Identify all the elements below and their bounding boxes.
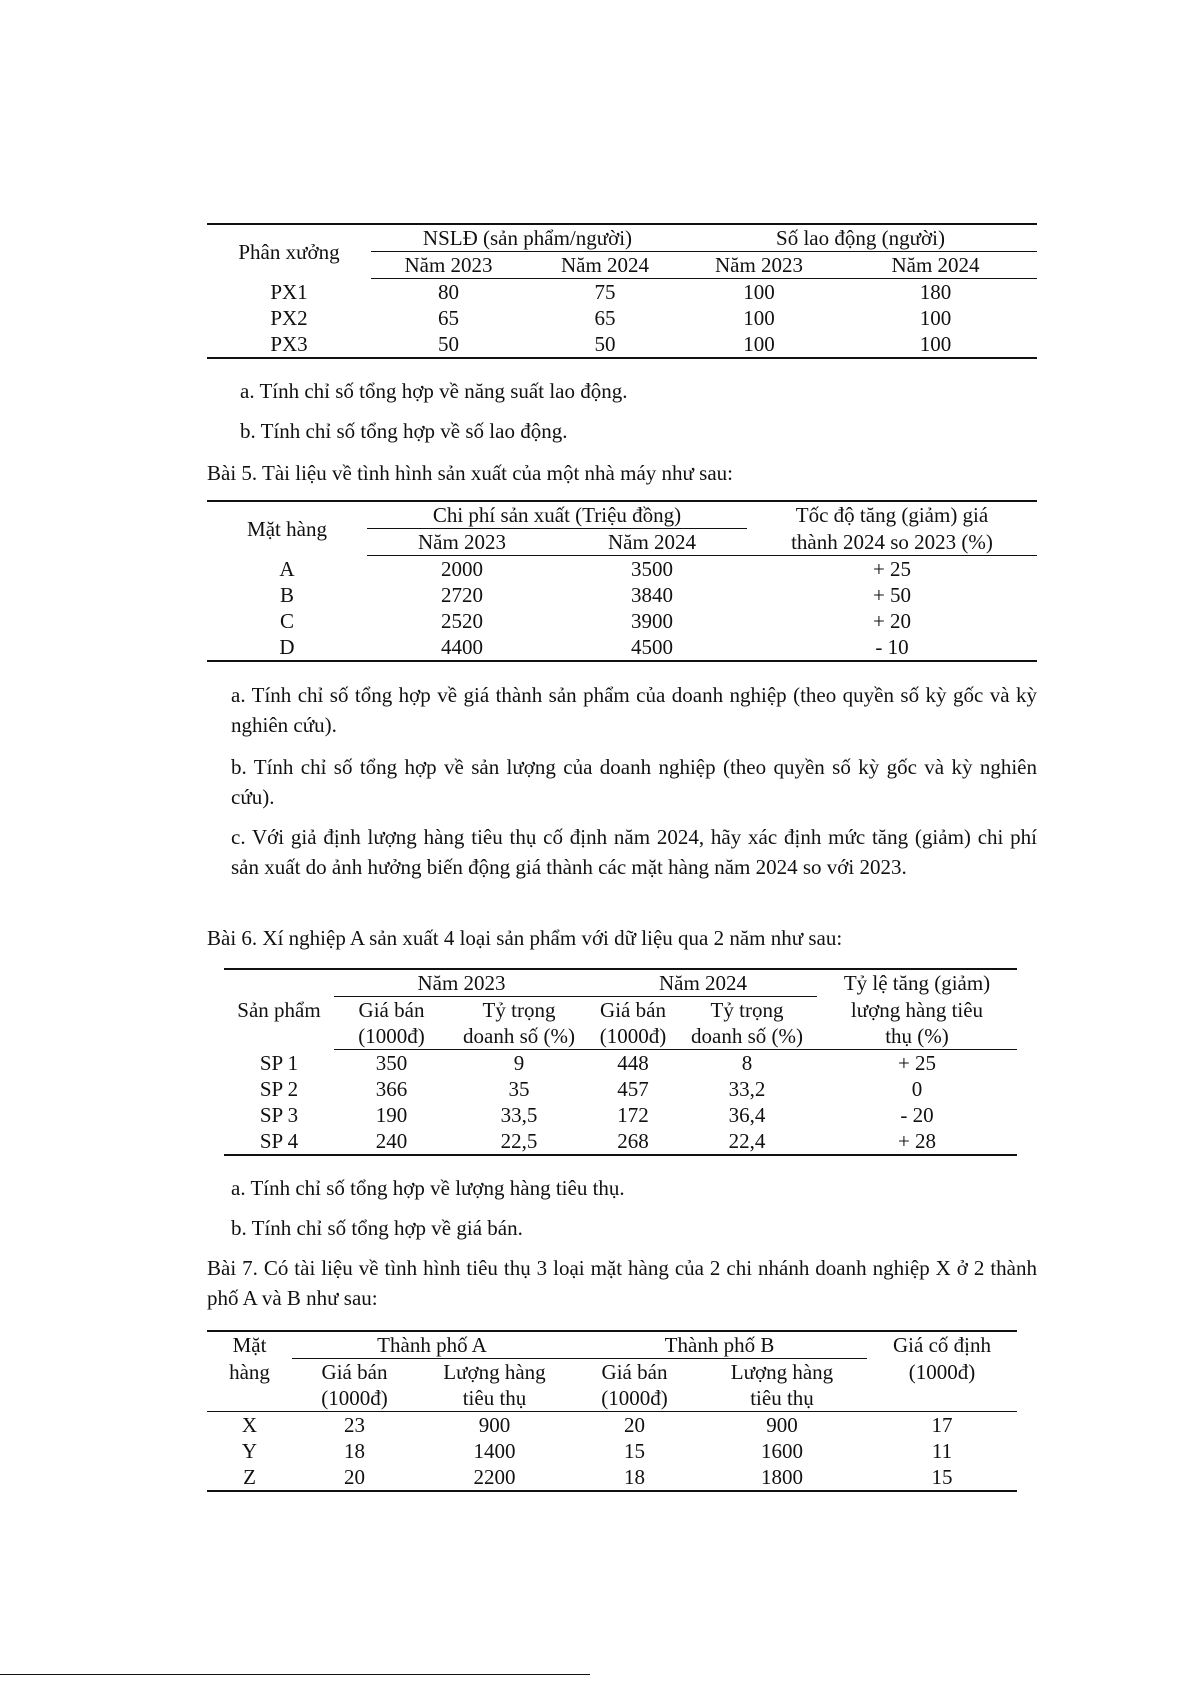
cell: 36,4 xyxy=(728,1103,766,1127)
city-b-header: Thành phố B xyxy=(572,1331,867,1359)
rate-header-line2: thành 2024 so 2023 (%) xyxy=(747,529,1037,556)
cell: 35 xyxy=(508,1077,530,1101)
cell: 8 xyxy=(741,1051,753,1075)
cell: 3840 xyxy=(631,583,673,607)
year-header: Năm 2023 xyxy=(367,529,557,556)
qty-header: Lượng hàng xyxy=(443,1360,546,1384)
group-header-cost: Chi phí sản xuất (Triệu đồng) xyxy=(367,501,747,529)
blank-cell xyxy=(207,1385,292,1412)
cell: - 20 xyxy=(900,1103,934,1127)
cell: - 10 xyxy=(747,634,1037,661)
row-header: Phân xưởng xyxy=(207,224,371,279)
cell: + 50 xyxy=(872,583,912,607)
price-unit: (1000đ) xyxy=(572,1385,697,1412)
cell: 350 xyxy=(375,1051,408,1075)
cell: 457 xyxy=(617,1077,649,1101)
cell: 22,5 xyxy=(449,1128,589,1155)
cell: SP 2 xyxy=(259,1077,299,1101)
bai5-question-c: c. Với giả định lượng hàng tiêu thụ cố định năm 2024, hãy xác định mức tăng (giảm) chi phí sản xuất do ảnh hưởng biến động giá thành các mặt hàng năm 2024 so với 2023. xyxy=(231,825,1037,879)
bai6-question-b: b. Tính chỉ số tổng hợp về giá bán. xyxy=(231,1216,523,1240)
table-row xyxy=(207,556,1037,583)
cell: B xyxy=(279,583,294,607)
qty-unit: tiêu thụ xyxy=(417,1385,572,1412)
cell: 2720 xyxy=(441,583,483,607)
footer-divider xyxy=(0,1674,590,1675)
rate-header-line1: Tốc độ tăng (giảm) giá xyxy=(747,501,1037,529)
cell: 18 xyxy=(572,1464,697,1491)
table-row xyxy=(224,1076,1017,1102)
rate-header-l1: Tỷ lệ tăng (giảm) xyxy=(817,969,1017,997)
table-row xyxy=(224,1128,1017,1155)
cell: 366 xyxy=(375,1077,408,1101)
cell: 75 xyxy=(594,280,616,304)
cell: A xyxy=(279,556,295,581)
table-labor-productivity xyxy=(207,223,1037,359)
cell: 2200 xyxy=(417,1464,572,1491)
cell: 2000 xyxy=(441,557,483,581)
price-unit: (1000đ) xyxy=(292,1385,417,1412)
row-header: Sản phẩm xyxy=(224,969,334,1050)
table-row xyxy=(207,582,1037,608)
table-products xyxy=(224,968,1017,1156)
cell: 900 xyxy=(766,1413,798,1437)
table-row xyxy=(224,1050,1017,1077)
cell: 240 xyxy=(334,1128,449,1155)
fixed-price-l1: Giá cố định xyxy=(867,1331,1017,1359)
table-row xyxy=(207,305,1037,331)
price-header: Giá bán xyxy=(321,1360,388,1384)
row-header: Mặt hàng xyxy=(207,501,367,556)
cell: 0 xyxy=(911,1077,923,1101)
table-row xyxy=(207,1412,1017,1439)
cell: 100 xyxy=(743,280,775,304)
cell: 17 xyxy=(931,1413,953,1437)
table-production-cost xyxy=(207,500,1037,662)
cell: 100 xyxy=(919,306,952,330)
bai5-intro: Bài 5. Tài liệu về tình hình sản xuất của một nhà máy như sau: xyxy=(207,461,733,485)
share-unit: doanh số (%) xyxy=(677,1023,817,1050)
question-a: a. Tính chỉ số tổng hợp về năng suất lao động. xyxy=(240,379,628,403)
cell: Y xyxy=(241,1439,258,1463)
blank-cell xyxy=(867,1385,1017,1412)
year-header: Năm 2023 xyxy=(684,252,834,279)
cell: PX1 xyxy=(270,279,308,304)
cell: 268 xyxy=(589,1128,677,1155)
cell: 4500 xyxy=(557,634,747,661)
cell: 50 xyxy=(526,331,684,358)
cell: 20 xyxy=(624,1413,645,1437)
cell: 2520 xyxy=(441,609,483,633)
cell: 33,5 xyxy=(500,1103,538,1127)
table-row xyxy=(224,1102,1017,1128)
bai5-question-a: a. Tính chỉ số tổng hợp về giá thành sản phẩm của doanh nghiệp (theo quyền số kỳ gốc và kỳ nghiên cứu). xyxy=(231,683,1037,737)
cell: 11 xyxy=(931,1439,953,1463)
table-row xyxy=(207,279,1037,306)
cell: + 25 xyxy=(872,557,912,581)
cell: 180 xyxy=(919,280,952,304)
cell: 50 xyxy=(371,331,526,358)
year-2024-header: Năm 2024 xyxy=(589,969,817,997)
cell: 20 xyxy=(292,1464,417,1491)
cell: 172 xyxy=(617,1103,649,1127)
cell: 1600 xyxy=(761,1439,803,1463)
cell: 33,2 xyxy=(728,1077,766,1101)
table-row xyxy=(207,634,1037,661)
city-a-header: Thành phố A xyxy=(292,1331,572,1359)
share-header: Tỷ trọng xyxy=(482,998,556,1022)
table-row xyxy=(207,608,1037,634)
share-header: Tỷ trọng xyxy=(710,998,784,1022)
cell: Z xyxy=(207,1464,292,1491)
year-header: Năm 2024 xyxy=(834,252,1037,279)
year-header: Năm 2023 xyxy=(371,252,526,279)
group-header-nsld: NSLĐ (sản phẩm/người) xyxy=(371,224,684,252)
price-unit: (1000đ) xyxy=(589,1023,677,1050)
cell: + 20 xyxy=(872,609,912,633)
cell: 900 xyxy=(478,1413,511,1437)
cell: 15 xyxy=(624,1439,645,1463)
cell: C xyxy=(279,609,294,633)
cell: D xyxy=(207,634,367,661)
cell: 190 xyxy=(375,1103,408,1127)
rate-header-l3: thụ (%) xyxy=(817,1023,1017,1050)
bai6-intro: Bài 6. Xí nghiệp A sản xuất 4 loại sản phẩm với dữ liệu qua 2 năm như sau: xyxy=(207,926,843,950)
cell: PX3 xyxy=(207,331,371,358)
cell: 15 xyxy=(867,1464,1017,1491)
price-header: Giá bán xyxy=(601,1360,668,1384)
rate-header-l2: lượng hàng tiêu xyxy=(850,997,984,1022)
cell: 4400 xyxy=(367,634,557,661)
cell: 22,4 xyxy=(677,1128,817,1155)
cell: + 28 xyxy=(817,1128,1017,1155)
cell: 9 xyxy=(513,1051,525,1075)
cell: 448 xyxy=(617,1051,649,1075)
cell: + 25 xyxy=(897,1051,937,1075)
price-unit: (1000đ) xyxy=(334,1023,449,1050)
bai7-intro: Bài 7. Có tài liệu về tình hình tiêu thụ 3 loại mặt hàng của 2 chi nhánh doanh nghiệp X ở 2 thành phố A và B như sau: xyxy=(207,1256,1037,1310)
cell: 65 xyxy=(438,306,459,330)
qty-header: Lượng hàng xyxy=(730,1360,834,1384)
qty-unit: tiêu thụ xyxy=(697,1385,867,1412)
cell: SP 3 xyxy=(259,1103,299,1127)
question-b: b. Tính chỉ số tổng hợp về số lao động. xyxy=(240,419,568,443)
price-header: Giá bán xyxy=(600,998,666,1022)
cell: 23 xyxy=(344,1413,365,1437)
group-header-labor: Số lao động (người) xyxy=(684,224,1037,252)
row-header-l2: hàng xyxy=(229,1359,270,1384)
price-header: Giá bán xyxy=(358,998,425,1022)
fixed-price-l2: (1000đ) xyxy=(908,1359,976,1384)
cell: 1400 xyxy=(473,1439,516,1463)
cell: SP 4 xyxy=(224,1128,334,1155)
cell: 100 xyxy=(834,331,1037,358)
cell: 3500 xyxy=(631,557,673,581)
year-header: Năm 2024 xyxy=(557,529,747,556)
bai6-question-a: a. Tính chỉ số tổng hợp về lượng hàng tiêu thụ. xyxy=(231,1176,625,1200)
cell: SP 1 xyxy=(259,1050,299,1075)
cell: 18 xyxy=(344,1439,365,1463)
table-city-sales xyxy=(207,1330,1017,1492)
cell: X xyxy=(241,1413,258,1437)
table-row xyxy=(207,331,1037,358)
year-2023-header: Năm 2023 xyxy=(334,969,589,997)
cell: 100 xyxy=(743,306,775,330)
table-row xyxy=(207,1438,1017,1464)
cell: PX2 xyxy=(270,306,308,330)
cell: 65 xyxy=(594,306,616,330)
cell: 3900 xyxy=(631,609,673,633)
bai5-question-b: b. Tính chỉ số tổng hợp về sản lượng của doanh nghiệp (theo quyền số kỳ gốc và kỳ nghiên cứu). xyxy=(231,755,1037,809)
share-unit: doanh số (%) xyxy=(449,1023,589,1050)
cell: 80 xyxy=(438,280,459,304)
table-row xyxy=(207,1464,1017,1491)
cell: 100 xyxy=(684,331,834,358)
year-header: Năm 2024 xyxy=(526,252,684,279)
row-header-l1: Mặt xyxy=(207,1331,292,1359)
cell: 1800 xyxy=(697,1464,867,1491)
